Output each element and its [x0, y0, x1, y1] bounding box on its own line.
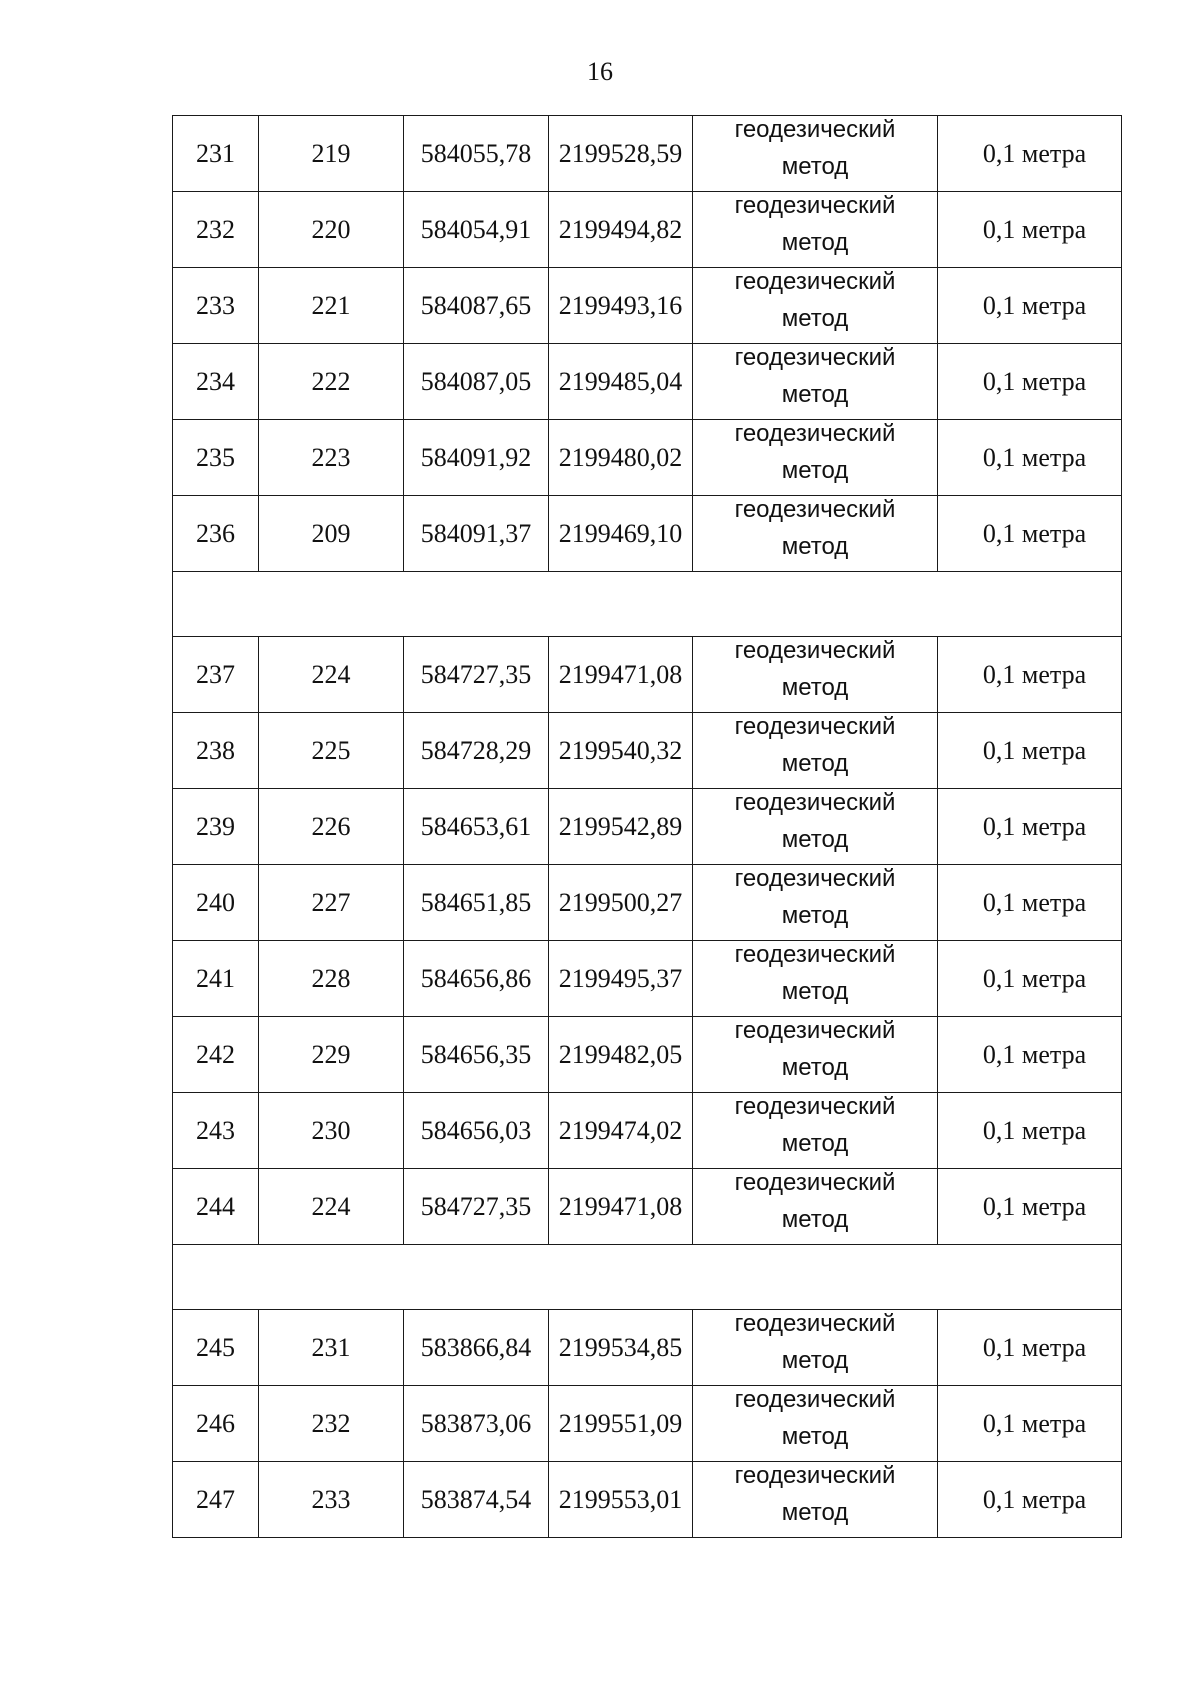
method-line: геодезический — [734, 1385, 896, 1413]
accuracy-cell — [938, 344, 1122, 420]
method-cell — [693, 192, 938, 268]
accuracy-text: 0,1 метра — [982, 138, 1087, 168]
x-coordinate-cell: 584087,65 — [404, 268, 549, 344]
accuracy-cell — [938, 713, 1122, 789]
spacer-cell — [173, 572, 1122, 637]
method-line: метод — [781, 901, 849, 929]
method-cell — [693, 1386, 938, 1462]
point-id-cell: 220 — [259, 192, 404, 268]
accuracy-cell — [938, 496, 1122, 572]
table-row — [173, 344, 1122, 420]
accuracy-cell — [938, 420, 1122, 496]
y-coordinate-cell: 2199493,16 — [549, 268, 693, 344]
method-line: метод — [781, 532, 849, 560]
table-row — [173, 496, 1122, 572]
method-line: геодезический — [734, 636, 896, 664]
accuracy-text: 0,1 метра — [982, 1408, 1087, 1438]
accuracy-cell — [938, 865, 1122, 941]
method-line: геодезический — [734, 1309, 896, 1337]
method-line: метод — [781, 1498, 849, 1526]
table-row — [173, 1169, 1122, 1245]
table-row — [173, 865, 1122, 941]
y-coordinate-cell: 2199542,89 — [549, 789, 693, 865]
point-number-cell: 247 — [173, 1462, 259, 1538]
method-line: метод — [781, 304, 849, 332]
point-id-cell: 219 — [259, 116, 404, 192]
point-number-cell: 246 — [173, 1386, 259, 1462]
accuracy-text: 0,1 метра — [982, 1484, 1087, 1514]
table-row — [173, 192, 1122, 268]
accuracy-text: 0,1 метра — [982, 366, 1087, 396]
y-coordinate-cell: 2199553,01 — [549, 1462, 693, 1538]
method-cell — [693, 1017, 938, 1093]
method-cell — [693, 713, 938, 789]
y-coordinate-cell: 2199528,59 — [549, 116, 693, 192]
table-row — [173, 1462, 1122, 1538]
table-row — [173, 941, 1122, 1017]
point-number-cell: 243 — [173, 1093, 259, 1169]
x-coordinate-cell: 583874,54 — [404, 1462, 549, 1538]
method-line: метод — [781, 749, 849, 777]
method-line: метод — [781, 1053, 849, 1081]
table-row — [173, 268, 1122, 344]
accuracy-text: 0,1 метра — [982, 1332, 1087, 1362]
accuracy-cell — [938, 1310, 1122, 1386]
point-id-cell: 229 — [259, 1017, 404, 1093]
coordinates-table-body — [173, 116, 1122, 1538]
accuracy-text: 0,1 метра — [982, 214, 1087, 244]
table-row — [173, 1093, 1122, 1169]
point-number-cell: 234 — [173, 344, 259, 420]
accuracy-text: 0,1 метра — [982, 963, 1087, 993]
x-coordinate-cell: 584727,35 — [404, 637, 549, 713]
y-coordinate-cell: 2199471,08 — [549, 637, 693, 713]
point-number-cell: 240 — [173, 865, 259, 941]
y-coordinate-cell: 2199495,37 — [549, 941, 693, 1017]
accuracy-cell — [938, 941, 1122, 1017]
table-spacer-row — [173, 1245, 1122, 1310]
accuracy-text: 0,1 метра — [982, 811, 1087, 841]
method-line: метод — [781, 1422, 849, 1450]
method-cell — [693, 789, 938, 865]
table-row — [173, 713, 1122, 789]
accuracy-text: 0,1 метра — [982, 887, 1087, 917]
x-coordinate-cell: 584656,86 — [404, 941, 549, 1017]
point-number-cell: 236 — [173, 496, 259, 572]
method-cell — [693, 1462, 938, 1538]
point-id-cell: 232 — [259, 1386, 404, 1462]
x-coordinate-cell: 584656,35 — [404, 1017, 549, 1093]
point-id-cell: 230 — [259, 1093, 404, 1169]
point-id-cell: 221 — [259, 268, 404, 344]
method-cell — [693, 496, 938, 572]
method-cell — [693, 941, 938, 1017]
point-number-cell: 245 — [173, 1310, 259, 1386]
point-id-cell: 228 — [259, 941, 404, 1017]
x-coordinate-cell: 584054,91 — [404, 192, 549, 268]
point-id-cell: 224 — [259, 637, 404, 713]
table-row — [173, 420, 1122, 496]
accuracy-cell — [938, 192, 1122, 268]
point-id-cell: 223 — [259, 420, 404, 496]
accuracy-cell — [938, 116, 1122, 192]
point-number-cell: 241 — [173, 941, 259, 1017]
point-id-cell: 209 — [259, 496, 404, 572]
x-coordinate-cell: 584055,78 — [404, 116, 549, 192]
method-line: геодезический — [734, 191, 896, 219]
x-coordinate-cell: 584087,05 — [404, 344, 549, 420]
y-coordinate-cell: 2199534,85 — [549, 1310, 693, 1386]
x-coordinate-cell: 584091,37 — [404, 496, 549, 572]
x-coordinate-cell: 584727,35 — [404, 1169, 549, 1245]
method-line: метод — [781, 977, 849, 1005]
table-spacer-row — [173, 572, 1122, 637]
accuracy-text: 0,1 метра — [982, 518, 1087, 548]
method-cell — [693, 1093, 938, 1169]
y-coordinate-cell: 2199482,05 — [549, 1017, 693, 1093]
method-line: геодезический — [734, 267, 896, 295]
accuracy-text: 0,1 метра — [982, 1115, 1087, 1145]
method-line: метод — [781, 228, 849, 256]
point-id-cell: 231 — [259, 1310, 404, 1386]
method-line: геодезический — [734, 1168, 896, 1196]
method-line: метод — [781, 673, 849, 701]
method-cell — [693, 1169, 938, 1245]
method-line: геодезический — [734, 115, 896, 143]
method-cell — [693, 420, 938, 496]
table-row — [173, 637, 1122, 713]
point-id-cell: 222 — [259, 344, 404, 420]
accuracy-cell — [938, 1093, 1122, 1169]
method-line: метод — [781, 380, 849, 408]
accuracy-text: 0,1 метра — [982, 442, 1087, 472]
method-line: геодезический — [734, 343, 896, 371]
x-coordinate-cell: 584091,92 — [404, 420, 549, 496]
y-coordinate-cell: 2199480,02 — [549, 420, 693, 496]
point-number-cell: 232 — [173, 192, 259, 268]
accuracy-text: 0,1 метра — [982, 290, 1087, 320]
x-coordinate-cell: 584728,29 — [404, 713, 549, 789]
method-line: геодезический — [734, 788, 896, 816]
point-number-cell: 239 — [173, 789, 259, 865]
method-cell — [693, 865, 938, 941]
point-number-cell: 235 — [173, 420, 259, 496]
y-coordinate-cell: 2199540,32 — [549, 713, 693, 789]
page-number: 16 — [587, 57, 613, 86]
table-row — [173, 1017, 1122, 1093]
point-id-cell: 224 — [259, 1169, 404, 1245]
method-line: метод — [781, 825, 849, 853]
method-line: метод — [781, 456, 849, 484]
accuracy-cell — [938, 637, 1122, 713]
method-line: метод — [781, 152, 849, 180]
point-number-cell: 231 — [173, 116, 259, 192]
accuracy-text: 0,1 метра — [982, 1039, 1087, 1069]
method-cell — [693, 116, 938, 192]
point-number-cell: 233 — [173, 268, 259, 344]
method-line: геодезический — [734, 712, 896, 740]
accuracy-cell — [938, 268, 1122, 344]
table-row — [173, 789, 1122, 865]
coordinates-table — [172, 115, 1122, 1538]
y-coordinate-cell: 2199500,27 — [549, 865, 693, 941]
point-number-cell: 242 — [173, 1017, 259, 1093]
y-coordinate-cell: 2199485,04 — [549, 344, 693, 420]
accuracy-cell — [938, 1386, 1122, 1462]
method-line: геодезический — [734, 1092, 896, 1120]
point-number-cell: 237 — [173, 637, 259, 713]
method-cell — [693, 637, 938, 713]
point-id-cell: 225 — [259, 713, 404, 789]
method-cell — [693, 268, 938, 344]
method-line: геодезический — [734, 1016, 896, 1044]
method-line: геодезический — [734, 495, 896, 523]
method-line: геодезический — [734, 419, 896, 447]
x-coordinate-cell: 584656,03 — [404, 1093, 549, 1169]
point-id-cell: 233 — [259, 1462, 404, 1538]
point-id-cell: 226 — [259, 789, 404, 865]
accuracy-text: 0,1 метра — [982, 1191, 1087, 1221]
accuracy-text: 0,1 метра — [982, 659, 1087, 689]
y-coordinate-cell: 2199551,09 — [549, 1386, 693, 1462]
method-line: метод — [781, 1205, 849, 1233]
point-number-cell: 238 — [173, 713, 259, 789]
y-coordinate-cell: 2199474,02 — [549, 1093, 693, 1169]
accuracy-text: 0,1 метра — [982, 735, 1087, 765]
x-coordinate-cell: 583873,06 — [404, 1386, 549, 1462]
method-cell — [693, 1310, 938, 1386]
accuracy-cell — [938, 1017, 1122, 1093]
method-cell — [693, 344, 938, 420]
x-coordinate-cell: 584651,85 — [404, 865, 549, 941]
point-id-cell: 227 — [259, 865, 404, 941]
y-coordinate-cell: 2199471,08 — [549, 1169, 693, 1245]
point-number-cell: 244 — [173, 1169, 259, 1245]
method-line: геодезический — [734, 940, 896, 968]
x-coordinate-cell: 583866,84 — [404, 1310, 549, 1386]
method-line: метод — [781, 1129, 849, 1157]
table-row — [173, 1386, 1122, 1462]
y-coordinate-cell: 2199494,82 — [549, 192, 693, 268]
accuracy-cell — [938, 1169, 1122, 1245]
method-line: геодезический — [734, 1461, 896, 1489]
table-row — [173, 1310, 1122, 1386]
accuracy-cell — [938, 789, 1122, 865]
spacer-cell — [173, 1245, 1122, 1310]
table-row — [173, 116, 1122, 192]
accuracy-cell — [938, 1462, 1122, 1538]
x-coordinate-cell: 584653,61 — [404, 789, 549, 865]
method-line: метод — [781, 1346, 849, 1374]
method-line: геодезический — [734, 864, 896, 892]
y-coordinate-cell: 2199469,10 — [549, 496, 693, 572]
